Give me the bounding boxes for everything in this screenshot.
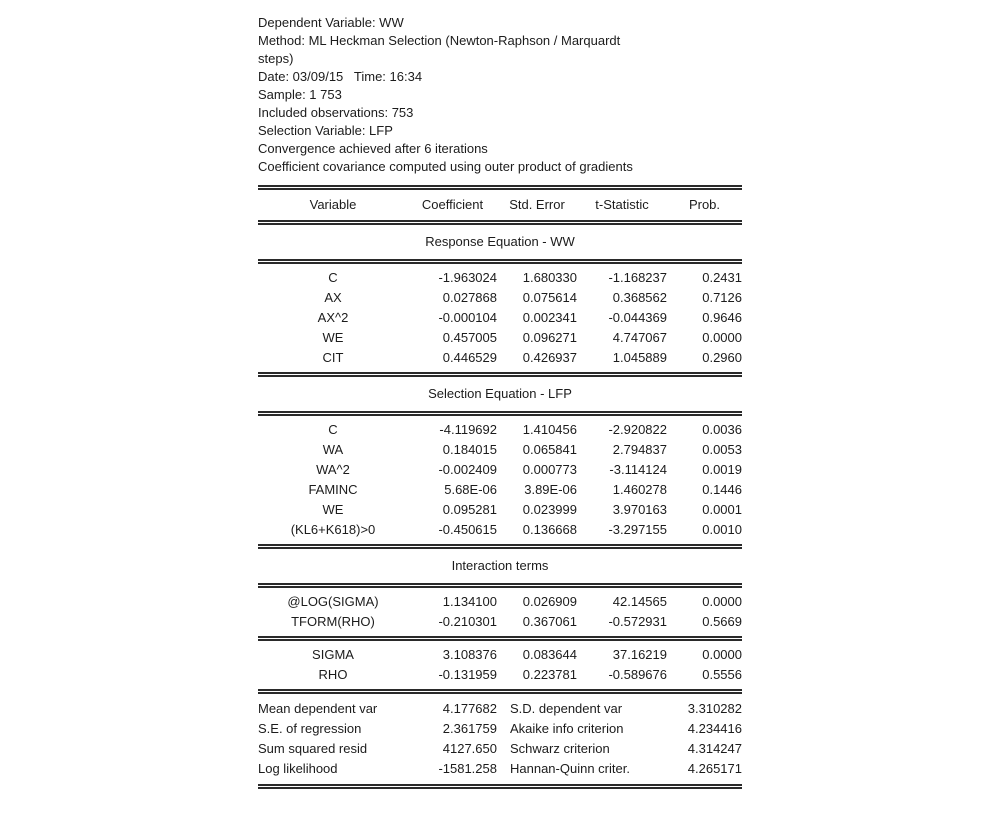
cell-coefficient: -0.450615 (438, 522, 497, 537)
table-row (258, 520, 742, 540)
cell-coefficient: -1.963024 (438, 270, 497, 285)
equation-header (258, 14, 742, 176)
cell-prob: 0.0000 (702, 647, 742, 662)
cell-prob: 0.5556 (702, 667, 742, 682)
cell-std-error: 0.000773 (522, 462, 577, 477)
cell-coefficient: -0.210301 (438, 614, 497, 629)
sigma-rho-rows (258, 641, 742, 689)
column-header-coefficient: Coefficient (421, 197, 484, 212)
table-row (258, 665, 742, 685)
cell-stat-label: Hannan-Quinn criter. (510, 761, 630, 776)
cell-std-error: 0.075614 (522, 290, 577, 305)
cell-coefficient: 0.027868 (442, 290, 497, 305)
summary-stats (258, 694, 742, 784)
cell-stat-value: -1581.258 (438, 761, 497, 776)
cell-variable: AX^2 (317, 310, 349, 325)
cell-variable: WE (322, 330, 344, 345)
regression-output (258, 14, 742, 789)
cell-prob: 0.5669 (702, 614, 742, 629)
cell-std-error: 0.426937 (522, 350, 577, 365)
table-row (258, 480, 742, 500)
cell-std-error: 3.89E-06 (524, 482, 577, 497)
cell-variable: WE (322, 502, 344, 517)
response-equation-rows (258, 264, 742, 372)
cell-stat-label: Mean dependent var (258, 701, 378, 716)
cell-std-error: 0.083644 (522, 647, 577, 662)
cell-t-statistic: -1.168237 (608, 270, 667, 285)
cell-prob: 0.0010 (702, 522, 742, 537)
cell-variable: SIGMA (312, 647, 354, 662)
cell-variable: FAMINC (308, 482, 358, 497)
cell-variable: WA (322, 442, 344, 457)
cell-coefficient: -4.119692 (439, 422, 497, 437)
cell-coefficient: 0.184015 (442, 442, 497, 457)
cell-variable: AX (324, 290, 342, 305)
header-line-included-observations: Included observations: 753 (258, 105, 414, 120)
header-line-sample: Sample: 1 753 (258, 87, 342, 102)
cell-coefficient: -0.002409 (438, 462, 497, 477)
results-table (258, 185, 742, 789)
cell-prob: 0.0019 (702, 462, 742, 477)
table-row (258, 612, 742, 632)
column-header-variable: Variable (309, 197, 357, 212)
cell-std-error: 0.026909 (522, 594, 577, 609)
cell-stat-value: 2.361759 (442, 721, 497, 736)
summary-row (258, 719, 742, 739)
cell-stat-value: 4.265171 (687, 761, 742, 776)
cell-variable: @LOG(SIGMA) (287, 594, 379, 609)
cell-std-error: 0.223781 (522, 667, 577, 682)
header-line-selection-variable: Selection Variable: LFP (258, 123, 393, 138)
cell-variable: RHO (318, 667, 348, 682)
cell-prob: 0.0036 (702, 422, 742, 437)
table-row (258, 348, 742, 368)
cell-variable: C (328, 270, 338, 285)
table-row (258, 308, 742, 328)
cell-variable: TFORM(RHO) (291, 614, 375, 629)
cell-coefficient: -0.000104 (438, 310, 497, 325)
cell-t-statistic: 1.460278 (612, 482, 667, 497)
cell-coefficient: 5.68E-06 (444, 482, 497, 497)
cell-variable: C (328, 422, 338, 437)
table-row (258, 592, 742, 612)
cell-coefficient: 1.134100 (442, 594, 497, 609)
cell-prob: 0.1446 (702, 482, 742, 497)
header-line-convergence: Convergence achieved after 6 iterations (258, 141, 488, 156)
cell-prob: 0.0053 (702, 442, 742, 457)
cell-coefficient: -0.131959 (438, 667, 497, 682)
table-row (258, 645, 742, 665)
table-header-row (258, 190, 742, 220)
cell-t-statistic: -0.589676 (608, 667, 667, 682)
cell-t-statistic: 1.045889 (612, 350, 667, 365)
interaction-terms-rows (258, 588, 742, 636)
table-row (258, 268, 742, 288)
cell-stat-label: Akaike info criterion (510, 721, 624, 736)
table-row (258, 328, 742, 348)
cell-std-error: 0.023999 (522, 502, 577, 517)
header-line-covariance: Coefficient covariance computed using outer product of gradients (258, 159, 633, 174)
cell-std-error: 0.367061 (522, 614, 577, 629)
summary-row (258, 699, 742, 719)
cell-coefficient: 0.095281 (442, 502, 497, 517)
cell-variable: WA^2 (316, 462, 350, 477)
section-title-response-equation: Response Equation - WW (425, 234, 575, 249)
header-line-date-time: Date: 03/09/15 Time: 16:34 (258, 69, 423, 84)
cell-variable: CIT (322, 350, 344, 365)
cell-t-statistic: 37.16219 (612, 647, 667, 662)
cell-variable: (KL6+K618)>0 (290, 522, 376, 537)
selection-equation-rows (258, 416, 742, 544)
table-row (258, 420, 742, 440)
cell-prob: 0.0001 (702, 502, 742, 517)
table-row (258, 288, 742, 308)
cell-t-statistic: 3.970163 (612, 502, 667, 517)
cell-std-error: 0.136668 (522, 522, 577, 537)
cell-t-statistic: 0.368562 (612, 290, 667, 305)
cell-coefficient: 0.446529 (442, 350, 497, 365)
cell-t-statistic: -3.297155 (608, 522, 667, 537)
cell-prob: 0.9646 (702, 310, 742, 325)
section-title-selection-equation: Selection Equation - LFP (428, 386, 572, 401)
cell-prob: 0.2431 (702, 270, 742, 285)
header-line-method-wrap: steps) (258, 51, 294, 66)
summary-row (258, 759, 742, 779)
header-line-method: Method: ML Heckman Selection (Newton-Raphson / Marquardt (258, 33, 621, 48)
cell-std-error: 1.680330 (522, 270, 577, 285)
cell-stat-value: 4.177682 (442, 701, 497, 716)
cell-t-statistic: 42.14565 (612, 594, 667, 609)
cell-stat-value: 4127.650 (442, 741, 497, 756)
cell-stat-label: S.D. dependent var (510, 701, 623, 716)
table-row (258, 460, 742, 480)
column-header-t-statistic: t-Statistic (595, 197, 649, 212)
cell-t-statistic: -0.572931 (608, 614, 667, 629)
cell-prob: 0.2960 (702, 350, 742, 365)
column-header-std-error: Std. Error (509, 197, 565, 212)
cell-stat-label: S.E. of regression (258, 721, 362, 736)
column-header-prob: Prob. (688, 197, 721, 212)
cell-t-statistic: -0.044369 (608, 310, 667, 325)
cell-stat-value: 4.234416 (687, 721, 742, 736)
table-row (258, 500, 742, 520)
cell-t-statistic: -3.114124 (609, 462, 667, 477)
section-title-interaction-terms: Interaction terms (451, 558, 549, 573)
double-rule (258, 784, 742, 789)
cell-prob: 0.7126 (702, 290, 742, 305)
cell-t-statistic: -2.920822 (608, 422, 667, 437)
summary-row (258, 739, 742, 759)
cell-std-error: 1.410456 (522, 422, 577, 437)
cell-coefficient: 0.457005 (442, 330, 497, 345)
cell-std-error: 0.096271 (522, 330, 577, 345)
table-row (258, 440, 742, 460)
cell-prob: 0.0000 (702, 594, 742, 609)
cell-stat-label: Sum squared resid (258, 741, 368, 756)
cell-stat-value: 4.314247 (687, 741, 742, 756)
cell-t-statistic: 2.794837 (612, 442, 667, 457)
cell-stat-label: Schwarz criterion (510, 741, 610, 756)
cell-coefficient: 3.108376 (442, 647, 497, 662)
cell-stat-value: 3.310282 (687, 701, 742, 716)
cell-std-error: 0.065841 (522, 442, 577, 457)
cell-stat-label: Log likelihood (258, 761, 338, 776)
cell-std-error: 0.002341 (522, 310, 577, 325)
cell-prob: 0.0000 (702, 330, 742, 345)
header-line-dependent-variable: Dependent Variable: WW (258, 15, 404, 30)
cell-t-statistic: 4.747067 (612, 330, 667, 345)
